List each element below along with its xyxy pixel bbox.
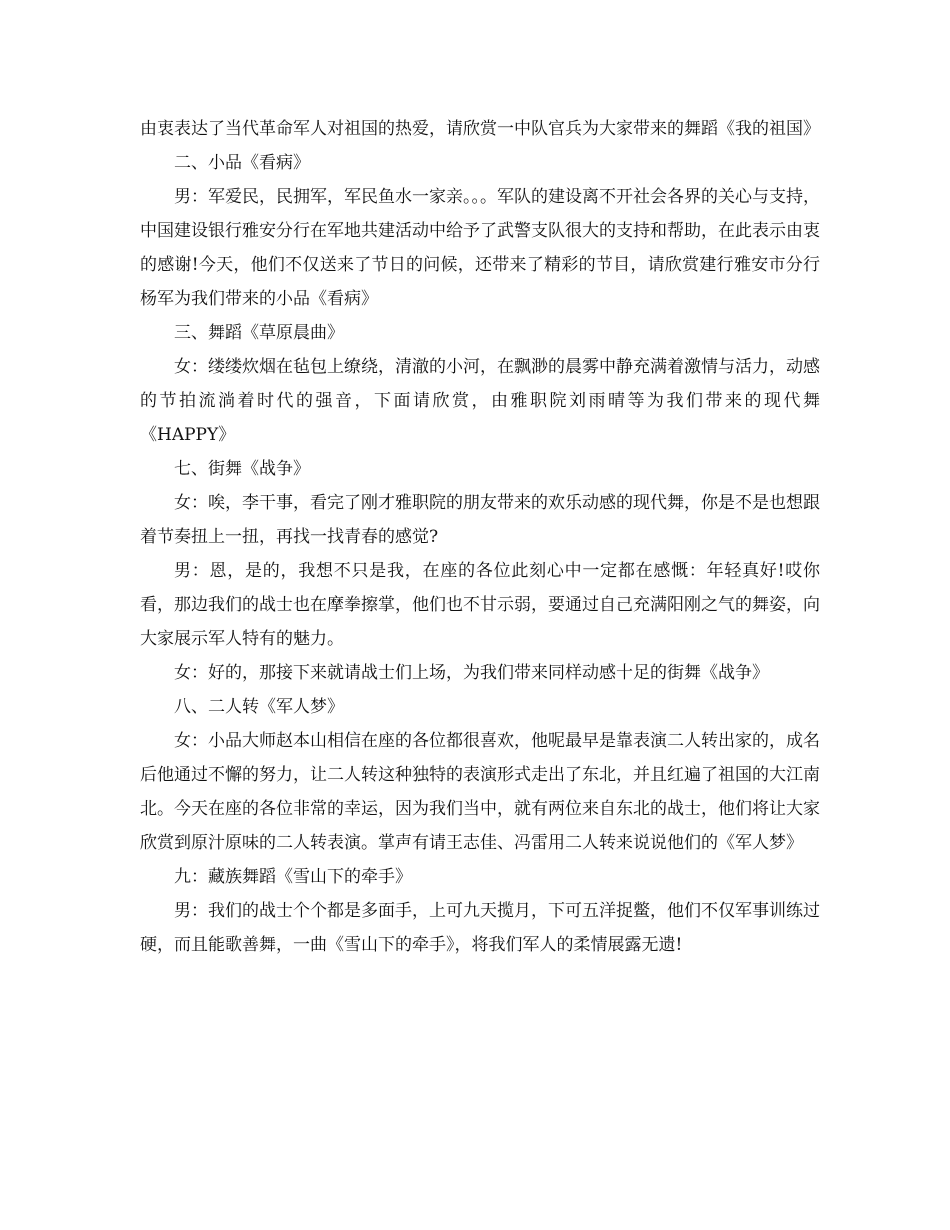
paragraph-continued: 由衷表达了当代革命军人对祖国的热爱，请欣赏一中队官兵为大家带来的舞蹈《我的祖国》 — [140, 119, 820, 139]
document-body — [140, 112, 820, 962]
paragraph-female-host-2: 女：唉，李干事，看完了刚才雅职院的朋友带来的欢乐动感的现代舞，你是不是也想跟着节奏扭上一扭，再找一找青春的感觉? — [140, 493, 820, 547]
section-heading-tibetan-dance: 九：藏族舞蹈《雪山下的牵手》 — [174, 867, 412, 887]
section-heading-dance-caoyuan: 三、舞蹈《草原晨曲》 — [174, 323, 344, 343]
paragraph-female-host-3: 女：好的，那接下来就请战士们上场，为我们带来同样动感十足的街舞《战争》 — [174, 663, 769, 683]
paragraph-male-host-1: 男：军爱民，民拥军，军民鱼水一家亲。。。军队的建设离不开社会各界的关心与支持，中国建设银行雅安分行在军地共建活动中给予了武警支队很大的支持和帮助，在此表示由衷的感谢!今天，他们不仅送来了节日的问候，还带来了精彩的节目，请欣赏建行雅安市分行杨军为我们带来的小品《看病》 — [140, 187, 820, 309]
section-heading-street-dance: 七、街舞《战争》 — [174, 459, 310, 479]
paragraph-male-host-2: 男：恩，是的，我想不只是我，在座的各位此刻心中一定都在感慨：年轻真好!哎你看，那边我们的战士也在摩拳擦掌，他们也不甘示弱，要通过自己充满阳刚之气的舞姿，向大家展示军人特有的魅力。 — [140, 561, 820, 649]
section-heading-skit-kanbing: 二、小品《看病》 — [174, 153, 310, 173]
section-heading-errenzhuan: 八、二人转《军人梦》 — [174, 697, 344, 717]
paragraph-female-host-4: 女：小品大师赵本山相信在座的各位都很喜欢，他呢最早是靠表演二人转出家的，成名后他通过不懈的努力，让二人转这种独特的表演形式走出了东北，并且红遍了祖国的大江南北。今天在座的各位非常的幸运，因为我们当中，就有两位来自东北的战士，他们将让大家欣赏到原汁原味的二人转表演。掌声有请王志佳、冯雷用二人转来说说他们的《军人梦》 — [140, 731, 820, 853]
paragraph-female-host-1: 女：缕缕炊烟在毡包上缭绕，清澈的小河，在飘渺的晨雾中静充满着激情与活力，动感的节拍流淌着时代的强音，下面请欣赏，由雅职院刘雨晴等为我们带来的现代舞《HAPPY》 — [140, 357, 820, 445]
paragraph-male-host-3: 男：我们的战士个个都是多面手，上可九天揽月，下可五洋捉鳖，他们不仅军事训练过硬，而且能歌善舞，一曲《雪山下的牵手》，将我们军人的柔情展露无遗! — [140, 901, 820, 955]
